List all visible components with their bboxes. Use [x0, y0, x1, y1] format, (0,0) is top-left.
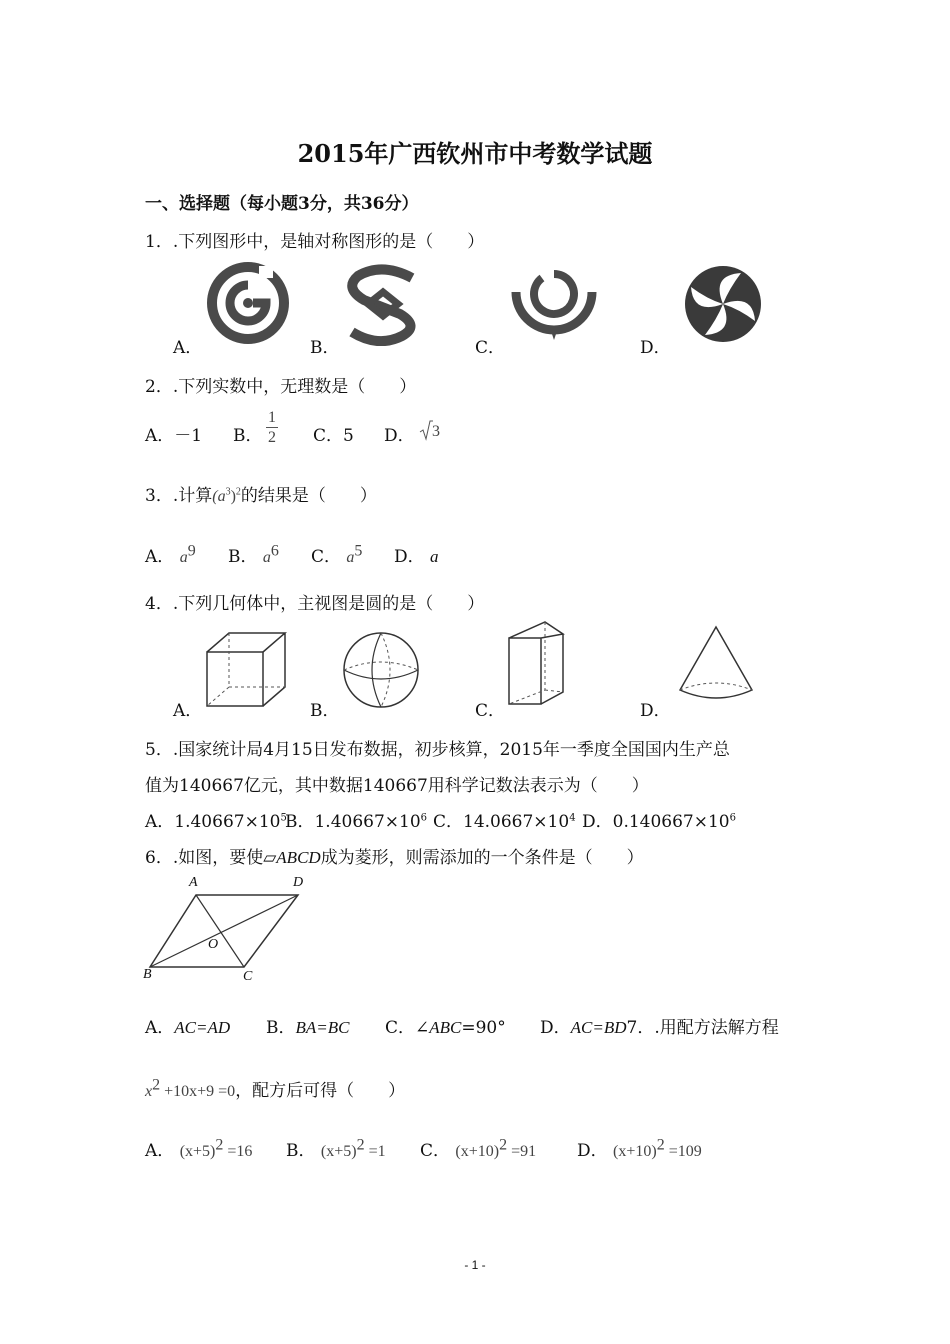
- q7-option-a-expr: (x+5): [179, 1143, 216, 1160]
- q3-option-d: [394, 542, 439, 567]
- q4-option-a: A．: [173, 701, 203, 721]
- q1-option-b: B．: [310, 338, 340, 358]
- q3-prefix: 3．.计算: [145, 486, 213, 506]
- q2-option-d: D．: [384, 426, 415, 446]
- q5-option-a-exp: 5: [280, 812, 287, 824]
- q4-option-d: D．: [640, 701, 671, 721]
- q6-option-c-label: C．∠: [385, 1018, 430, 1038]
- q7-option-d-label: D．: [577, 1141, 608, 1161]
- q2-radicand: 3: [432, 423, 440, 440]
- q1-figure-b-s-logo: [342, 264, 424, 346]
- q6-option-c-suffix: =90°: [461, 1018, 506, 1038]
- q7-option-c-expr: (x+10): [455, 1143, 500, 1160]
- q5-option-b-text: B．1.40667×10: [285, 812, 421, 832]
- question-1-stem: 1．.下列图形中，是轴对称图形的是（ ）: [145, 232, 485, 252]
- q7-option-b-label: B．: [286, 1141, 316, 1161]
- q3-option-b: [228, 542, 279, 567]
- q7-option-a-label: A．: [145, 1141, 175, 1161]
- q2-option-b: B．: [233, 426, 263, 446]
- q1-figure-d-pinwheel-logo: [681, 263, 765, 345]
- q6-option-a-label: A．: [145, 1018, 175, 1038]
- question-6-stem: [145, 843, 644, 868]
- q7-option-c: [420, 1136, 536, 1161]
- q5-option-b-exp: 6: [420, 812, 428, 824]
- q6-parallelogram-diagram: [140, 873, 310, 988]
- q5-option-d-text: D．0.140667×10: [582, 812, 730, 832]
- q7-eq-variable: x: [145, 1083, 153, 1100]
- q6-label-a: A: [189, 875, 198, 890]
- q7-option-d-exp: 2: [656, 1136, 665, 1154]
- q7-option-b: [286, 1136, 386, 1161]
- question-7-equation-line: [145, 1076, 405, 1101]
- q4-figure-d-cone: [677, 624, 755, 702]
- q4-option-c: C．: [475, 701, 506, 721]
- q7-suffix: ，配方后可得（ ）: [235, 1081, 406, 1101]
- q6-option-d: [540, 1013, 779, 1038]
- q7-option-a: [145, 1136, 252, 1161]
- q7-option-b-rhs: =1: [364, 1143, 386, 1160]
- q4-figure-c-triangular-prism: [505, 620, 567, 708]
- q7-option-a-exp: 2: [215, 1136, 224, 1154]
- q5-option-b: [285, 807, 427, 832]
- question-5-line-2: 值为140667亿元，其中数据140667用科学记数法表示为（ ）: [145, 776, 649, 796]
- q6-option-d-label: D．: [540, 1018, 571, 1038]
- q5-option-a: [145, 807, 287, 832]
- question-7-stem-start: 7．.用配方法解方程: [626, 1018, 779, 1038]
- q3-expr-inner-exp: 3: [225, 486, 231, 498]
- q5-option-c-text: C．14.0667×10: [433, 812, 570, 832]
- page-title: 2015年广西钦州市中考数学试题: [297, 139, 653, 168]
- q3-option-c-base: a: [346, 549, 355, 566]
- q6-label-b: B: [143, 967, 152, 982]
- q1-option-d: D．: [640, 338, 671, 358]
- q3-expr-base: (a: [212, 488, 226, 505]
- q7-option-b-expr: (x+5): [320, 1143, 357, 1160]
- q3-option-d-label: D．: [394, 547, 425, 567]
- q6-label-c: C: [243, 969, 253, 984]
- q2-option-c: C．5: [313, 426, 354, 446]
- q6-option-a: [145, 1013, 230, 1038]
- q7-option-c-exp: 2: [499, 1136, 508, 1154]
- q1-option-a: A．: [173, 338, 203, 358]
- q6-option-a-value: AC=AD: [174, 1018, 231, 1037]
- q7-eq-rest: +10x+9 =0: [160, 1083, 236, 1100]
- q1-figure-c-ring-logo: [508, 262, 600, 344]
- q3-option-a-label: A．: [145, 547, 175, 567]
- q6-option-b-value: BA=BC: [295, 1018, 350, 1037]
- q2-fraction-denominator: 2: [268, 429, 276, 446]
- q3-expression: [212, 488, 241, 505]
- q7-eq-exp: 2: [152, 1076, 161, 1094]
- q6-parallelogram-name: ABCD: [276, 848, 321, 867]
- q3-option-b-base: a: [262, 549, 271, 566]
- q3-option-c-label: C．: [311, 547, 342, 567]
- q1-option-c: C．: [475, 338, 506, 358]
- q6-option-d-value: AC=BD: [570, 1018, 627, 1037]
- q5-option-a-text: A．1.40667×10: [145, 812, 281, 832]
- q4-figure-a-cube: [203, 630, 289, 710]
- q3-expr-outer-exp: 2: [235, 486, 241, 498]
- q7-option-b-exp: 2: [356, 1136, 365, 1154]
- q3-suffix: 的结果是（ ）: [240, 486, 377, 506]
- q3-option-c: [311, 542, 362, 567]
- q7-option-d-expr: (x+10): [613, 1143, 657, 1160]
- q6-option-c: [385, 1013, 506, 1038]
- question-2-stem: 2．.下列实数中，无理数是（ ）: [145, 377, 417, 397]
- q3-expr-close: ): [230, 488, 236, 505]
- q6-option-b: [266, 1013, 349, 1038]
- q7-option-c-label: C．: [420, 1141, 451, 1161]
- q6-suffix: 成为菱形，则需添加的一个条件是（ ）: [320, 848, 644, 868]
- q7-option-a-rhs: =16: [223, 1143, 253, 1160]
- q7-option-d: [577, 1136, 702, 1161]
- q3-option-b-label: B．: [228, 547, 258, 567]
- q5-option-d-exp: 6: [729, 812, 736, 824]
- q2-radical-sign: [419, 419, 433, 441]
- q3-option-a-base: a: [179, 549, 188, 566]
- q5-option-d: [582, 807, 736, 832]
- question-5-line-1: 5．.国家统计局4月15日发布数据，初步核算，2015年一季度全国国内生产总: [145, 740, 730, 760]
- page-number: - 1 -: [464, 1258, 486, 1272]
- q6-prefix: 6．.如图，要使▱: [145, 848, 277, 868]
- q3-option-a: [145, 542, 196, 567]
- section-heading: 一、选择题（每小题3分，共36分）: [145, 194, 419, 214]
- q5-option-c-exp: 4: [569, 812, 576, 824]
- q3-option-d-value: a: [430, 547, 439, 566]
- question-4-stem: 4．.下列几何体中，主视图是圆的是（ ）: [145, 594, 485, 614]
- q1-figure-a-spiral-logo: [207, 262, 289, 344]
- q6-label-o: O: [208, 937, 219, 952]
- q2-fraction: [266, 408, 278, 447]
- q3-option-a-exp: 9: [187, 542, 196, 560]
- q5-option-c: [433, 807, 576, 832]
- q2-fraction-numerator: 1: [268, 409, 276, 426]
- question-3-stem: [145, 481, 377, 506]
- q6-option-c-value: ABC: [429, 1018, 462, 1037]
- q2-option-a: A．－1: [145, 426, 203, 446]
- q7-option-d-rhs: =109: [664, 1143, 702, 1160]
- q6-option-b-label: B．: [266, 1018, 296, 1038]
- q3-option-c-exp: 5: [354, 542, 363, 560]
- q6-label-d: D: [293, 875, 304, 890]
- q4-figure-b-sphere: [341, 630, 421, 710]
- q7-option-c-rhs: =91: [507, 1143, 537, 1160]
- q3-option-b-exp: 6: [270, 542, 279, 560]
- q4-option-b: B．: [310, 701, 340, 721]
